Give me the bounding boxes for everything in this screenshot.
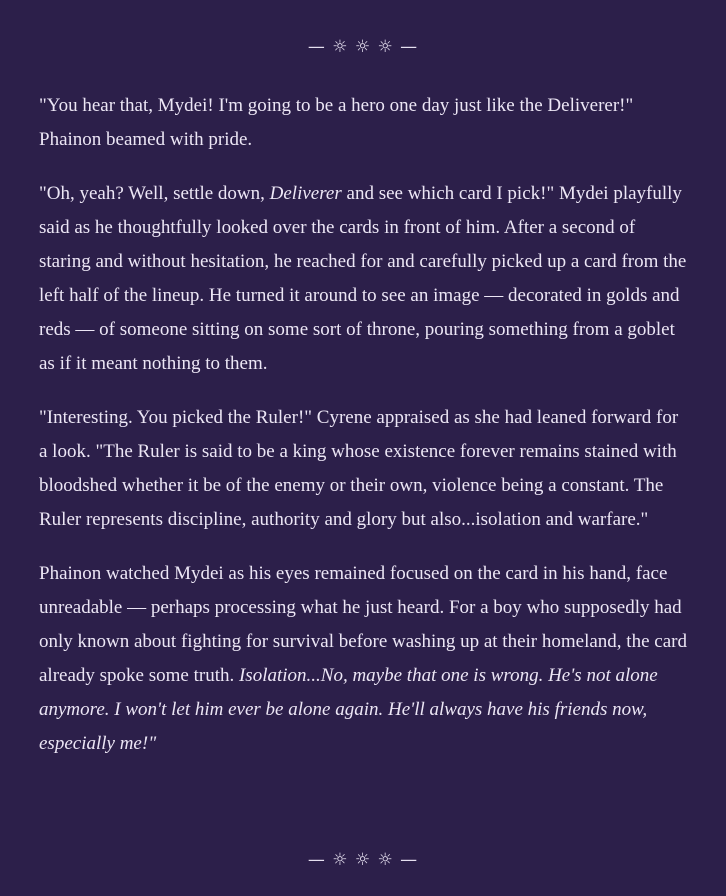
inner-thought: Isolation...No, maybe that one is wrong. He's not alone anymore. I won't let him ever be alone again. He'll always have his friends now, especially me!" [39,665,658,754]
paragraph-text: "You hear that, Mydei! I'm going to be a hero one day just like the Deliverer!" Phainon beamed with pride. [39,95,634,150]
sun-ornament-icon: — ☼ ☼ ☼ — [307,850,419,870]
paragraph-text: Phainon watched Mydei as his eyes remained focused on the card in his hand, face unreadable — perhaps processing what he just heard. For a boy who supposedly had only known about fighting for survival before washing up at their homeland, the card already spoke some truth. [39,563,687,686]
paragraph-text: "Oh, yeah? Well, settle down, [39,183,270,204]
paragraph-text: and see which card I pick!" Mydei playfully said as he thoughtfully looked over the cards in front of him. After a second of staring and without hesitation, he reached for and carefully picked up a card from the left half of the lineup. He turned it around to see an image — decorated in golds and reds — of someone sitting on some sort of throne, pouring something from a goblet as if it meant nothing to them. [39,183,687,374]
story-body [39,89,689,781]
section-divider-top [0,37,726,57]
section-divider-bottom [0,850,726,870]
paragraph-4 [39,557,689,761]
italic-emphasis: Deliverer [269,183,342,204]
paragraph-3 [39,401,689,537]
sun-ornament-icon: — ☼ ☼ ☼ — [307,37,419,57]
paragraph-1 [39,89,689,157]
paragraph-text: "Interesting. You picked the Ruler!" Cyrene appraised as she had leaned forward for a look. "The Ruler is said to be a king whose existence forever remains stained with bloodshed whether it be of the enemy or their own, violence being a constant. The Ruler represents discipline, authority and glory but also...isolation and warfare." [39,407,679,530]
paragraph-2 [39,177,689,381]
